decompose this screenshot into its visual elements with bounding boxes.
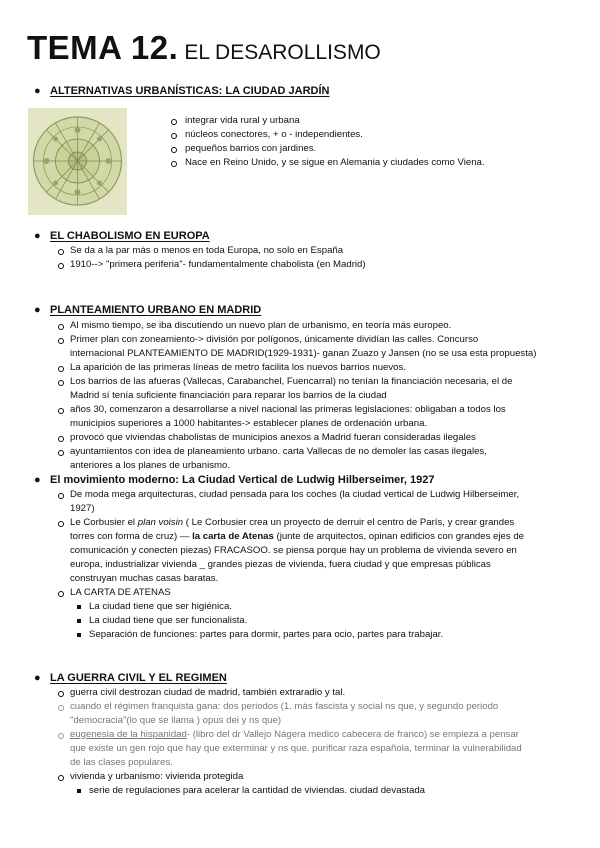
text-run: ( Le Corbusier crea un proyecto de derruir el centro de París, y crear grandes bbox=[183, 517, 515, 528]
list-item-cont: que existe un gen rojo que hay que exterminar y ns que. purificar raza española, terminar la vulnerabilidad bbox=[70, 743, 522, 754]
bullet-dot: ● bbox=[34, 474, 41, 486]
list-item: LA CARTA DE ATENAS bbox=[70, 587, 171, 598]
sub-list-item: serie de regulaciones para acelerar la cantidad de viviendas. ciudad devastada bbox=[89, 785, 425, 796]
list-item: Los barrios de las afueras (Vallecas, Carabanchel, Fuencarral) no tenían la financiación necesaria, el de bbox=[70, 376, 513, 387]
bullet-circle bbox=[58, 591, 64, 597]
ciudad-jardin-diagram-image bbox=[28, 108, 127, 215]
bullet-dot: ● bbox=[34, 304, 41, 316]
list-item-cont: anteriores a los planes de urbanismo. bbox=[70, 460, 230, 471]
list-item-cont: de las clases populares. bbox=[70, 757, 173, 768]
heading-ciudad-jardin: ALTERNATIVAS URBANÍSTICAS: LA CIUDAD JARDÍN bbox=[50, 85, 330, 97]
bullet-dot: ● bbox=[34, 672, 41, 684]
bullet-circle bbox=[58, 775, 64, 781]
list-item-cont: "democracia"(lo que se llama ) opus dei y ns que) bbox=[70, 715, 282, 726]
list-item: años 30, comenzaron a desarrollarse a nivel nacional las primeras legislaciones: obligaban a todos los bbox=[70, 404, 506, 415]
list-item: ayuntamientos con idea de planeamiento urbano. carta Vallecas de no demoler las casas ilegales, bbox=[70, 446, 487, 457]
bullet-circle bbox=[58, 263, 64, 269]
bullet-circle bbox=[171, 161, 177, 167]
bullet-circle bbox=[58, 380, 64, 386]
list-item: guerra civil destrozan ciudad de madrid, también extraradio y tal. bbox=[70, 687, 346, 698]
list-item: De moda mega arquitecturas, ciudad pensada para los coches (la ciudad vertical de Ludwig Hilberseimer, bbox=[70, 489, 520, 500]
plan-voisin-italic: plan voisin bbox=[137, 517, 184, 528]
list-item: núcleos conectores, + o - independientes. bbox=[185, 129, 363, 140]
list-item-eugenesia bbox=[70, 728, 519, 742]
text-run: torres con forma de cruz) — bbox=[70, 531, 193, 542]
list-item-cont: 1927) bbox=[70, 503, 95, 514]
bullet-circle bbox=[58, 691, 64, 697]
heading-movimiento-moderno: El movimiento moderno: La Ciudad Vertical de Ludwig Hilberseimer, 1927 bbox=[50, 474, 435, 486]
text-run: (junte de arquitectos, opinan edificios con grandes ejes de bbox=[273, 531, 524, 542]
bullet-circle bbox=[58, 366, 64, 372]
bullet-circle bbox=[58, 249, 64, 255]
bullet-circle bbox=[171, 133, 177, 139]
bullet-square bbox=[77, 789, 81, 793]
list-item: Nace en Reino Unido, y se sigue en Alemania y ciudades como Viena. bbox=[185, 157, 485, 168]
list-item: vivienda y urbanismo: vivienda protegida bbox=[70, 771, 244, 782]
list-item-cont bbox=[70, 530, 524, 544]
garden-city-diagram bbox=[28, 108, 127, 215]
eugenesia-link-text: eugenesia de la hispanidad bbox=[70, 729, 187, 740]
text-run: - (libro del dr Vallejo Nágera medico cabecera de franco) se empieza a pensar bbox=[186, 729, 519, 740]
list-item-cont: internacional PLANTEAMIENTO DE MADRID(1929-1931)- ganan Zuazo y Jansen (no se usa esta propuesta) bbox=[70, 348, 537, 359]
sub-list-item: La ciudad tiene que ser funcionalista. bbox=[89, 615, 248, 626]
list-item-cont: construyan muchas casas baratas. bbox=[70, 573, 219, 584]
bullet-circle bbox=[58, 408, 64, 414]
heading-guerra-civil: LA GUERRA CIVIL Y EL REGIMEN bbox=[50, 672, 227, 684]
list-item: Primer plan con zoneamiento-> división por polígonos, únicamente dividían las calles. Concurso bbox=[70, 334, 479, 345]
list-item: 1910--> "primera periferia"- fundamentalmente chabolista (en Madrid) bbox=[70, 259, 366, 270]
sub-list-item: La ciudad tiene que ser higiénica. bbox=[89, 601, 232, 612]
bullet-circle bbox=[58, 436, 64, 442]
list-item-cont: Madrid sí tenía suficiente financiación para reparar los barrios de la ciudad bbox=[70, 390, 387, 401]
bullet-circle bbox=[58, 493, 64, 499]
bullet-circle bbox=[58, 705, 64, 711]
list-item-cont: europa, industrializar vivienda _ grandes piezas de vivienda, fuera ciudad y que empresas públicas bbox=[70, 559, 491, 570]
list-item: integrar vida rural y urbana bbox=[185, 115, 300, 126]
list-item: provocó que viviendas chabolistas de municipios anexos a Madrid fueran consideradas ilegales bbox=[70, 432, 476, 443]
carta-atenas-bold: la carta de Atenas bbox=[192, 531, 274, 542]
list-item-cont: municipios superiores a 1000 habitantes-> establecer planes de ordenación urbana. bbox=[70, 418, 428, 429]
list-item: Al mismo tiempo, se iba discutiendo un nuevo plan de urbanismo, en teoría más europeo. bbox=[70, 320, 452, 331]
heading-madrid: PLANTEAMIENTO URBANO EN MADRID bbox=[50, 304, 262, 316]
bullet-circle bbox=[171, 119, 177, 125]
bullet-circle bbox=[58, 450, 64, 456]
list-item-cont: comunicación y conecten piezas) FRACASOO. se piensa porque hay un problema de vivienda severo en bbox=[70, 545, 517, 556]
bullet-dot: ● bbox=[34, 230, 41, 242]
bullet-square bbox=[77, 633, 81, 637]
bullet-square bbox=[77, 619, 81, 623]
list-item: cuando el régimen franquista gana: dos periodos (1. más fascista y social ns que, y segundo periodo bbox=[70, 701, 499, 712]
bullet-circle bbox=[58, 733, 64, 739]
bullet-dot: ● bbox=[34, 85, 41, 97]
bullet-circle bbox=[58, 521, 64, 527]
bullet-circle bbox=[58, 324, 64, 330]
title-main: TEMA 12. bbox=[27, 29, 179, 66]
bullet-circle bbox=[58, 338, 64, 344]
list-item-corbusier bbox=[70, 516, 514, 530]
bullet-circle bbox=[171, 147, 177, 153]
list-item: Se da a la par más o menos en toda Europa, no solo en España bbox=[70, 245, 344, 256]
bullet-square bbox=[77, 605, 81, 609]
text-run: Le Corbusier el bbox=[70, 517, 138, 528]
list-item: La aparición de las primeras líneas de metro facilita los nuevos barrios nuevos. bbox=[70, 362, 406, 373]
title-rest: EL DESAROLLISMO bbox=[184, 41, 381, 64]
heading-chabolismo: EL CHABOLISMO EN EUROPA bbox=[50, 230, 210, 242]
list-item: pequeños barrios con jardines. bbox=[185, 143, 317, 154]
page-title bbox=[27, 29, 381, 67]
sub-list-item: Separación de funciones: partes para dormir, partes para ocio, partes para trabajar. bbox=[89, 629, 444, 640]
